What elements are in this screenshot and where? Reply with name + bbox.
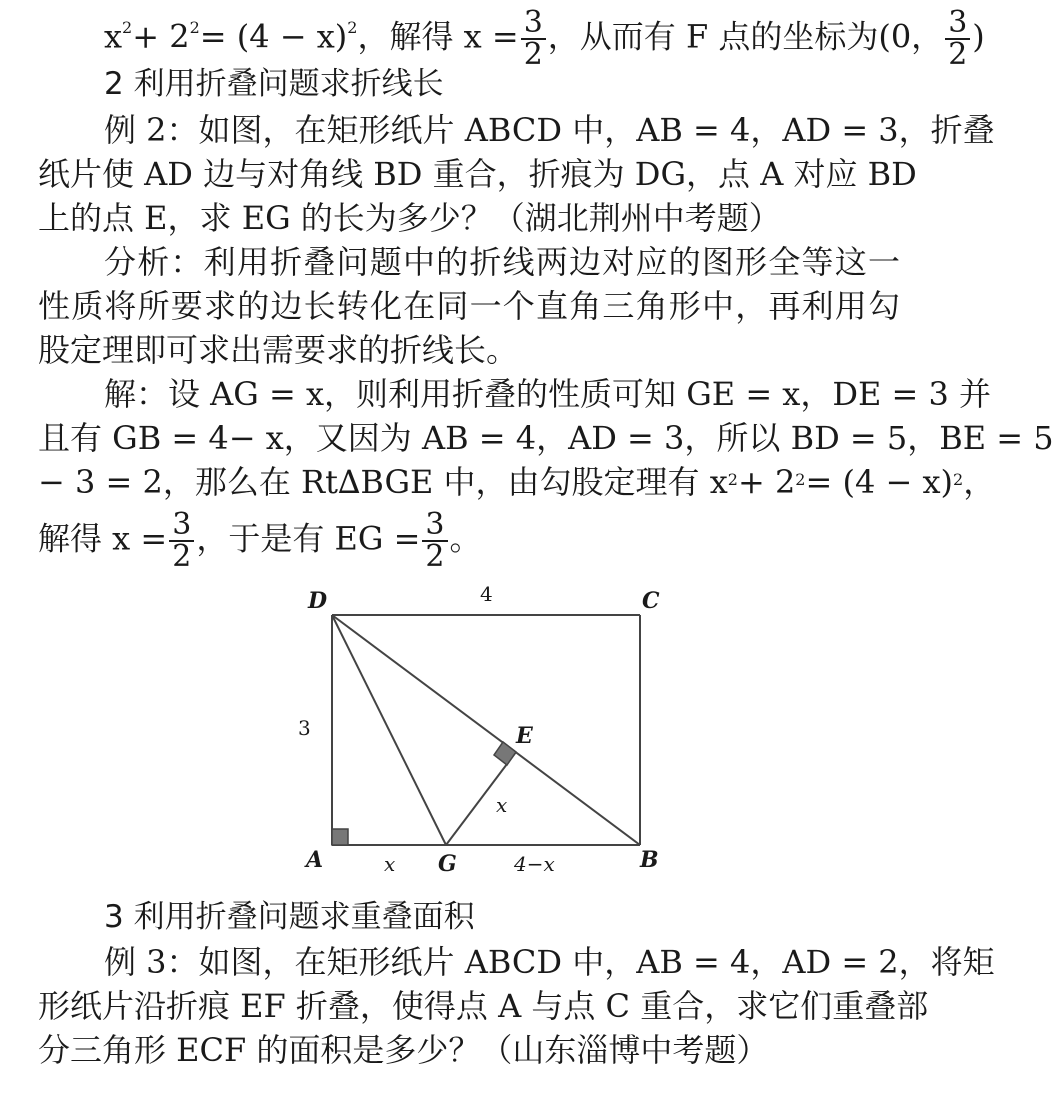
label-GB: 4−x: [514, 852, 555, 876]
paragraph-line: 纸片使 AD 边与对角线 BD 重合，折痕为 DG，点 A 对应 BD: [38, 155, 917, 193]
label-GE: x: [496, 793, 508, 817]
fraction: [945, 5, 970, 72]
label-E: E: [516, 723, 533, 749]
label-AG: x: [384, 852, 396, 876]
superscript: 2: [795, 470, 806, 489]
text-run: ): [972, 17, 985, 56]
superscript: 2: [727, 470, 738, 489]
equation-line: [104, 5, 985, 72]
label-side-DA: 3: [298, 716, 311, 740]
text-run: ，解得 x =: [357, 17, 519, 56]
text-run: 。: [449, 519, 482, 558]
paragraph-line: 上的点 E，求 EG 的长为多少？（湖北荆州中考题）: [38, 199, 781, 237]
paragraph-line: 形纸片沿折痕 EF 折叠，使得点 A 与点 C 重合，求它们重叠部: [38, 987, 929, 1025]
paragraph-line: 例 3：如图，在矩形纸片 ABCD 中，AB = 4，AD = 2，将矩: [104, 943, 995, 981]
fraction: [422, 507, 447, 574]
fraction-denominator: 2: [425, 539, 445, 574]
paragraph-line: 且有 GB = 4− x，又因为 AB = 4，AD = 3，所以 BD = 5，BE = 5: [38, 419, 1054, 457]
superscript: 2: [189, 18, 200, 37]
fraction: [521, 5, 546, 72]
text-run: + 2: [737, 463, 796, 501]
text-run: ，从而有 F 点的坐标为(0，: [547, 17, 944, 56]
superscript: 2: [347, 18, 358, 37]
label-C: C: [642, 588, 660, 614]
right-angle-marker-E: [494, 742, 516, 765]
section-heading-3: 3 利用折叠问题求重叠面积: [104, 899, 475, 935]
paragraph-line: 例 2：如图，在矩形纸片 ABCD 中，AB = 4，AD = 3，折叠: [104, 111, 995, 149]
fraction-numerator: 3: [422, 510, 447, 542]
text-run: 解得 x =: [38, 519, 168, 558]
text-run: = (4 − x): [199, 17, 348, 56]
label-B: B: [640, 847, 659, 873]
text-run: ，于是有 EG =: [196, 519, 421, 558]
label-A: A: [306, 847, 324, 873]
superscript: 2: [122, 18, 133, 37]
section-heading-2: 2 利用折叠问题求折线长: [104, 66, 444, 102]
fraction-numerator: 3: [169, 510, 194, 542]
text-run: = (4 − x): [805, 463, 953, 501]
superscript: 2: [953, 470, 964, 489]
fraction-denominator: 2: [172, 539, 192, 574]
text-run: x: [104, 17, 123, 56]
fraction-denominator: 2: [948, 37, 968, 72]
right-angle-marker-A: [332, 829, 348, 845]
geometry-figure: [290, 575, 670, 875]
fraction-numerator: 3: [521, 8, 546, 40]
paragraph-line: 股定理即可求出需要求的折线长。: [38, 331, 519, 369]
fraction-numerator: 3: [945, 8, 970, 40]
label-side-DC: 4: [480, 582, 493, 606]
paragraph-line: 分析：利用折叠问题中的折线两边对应的图形全等这一: [104, 243, 900, 281]
segment-DG: [332, 615, 446, 845]
label-D: D: [308, 588, 328, 614]
text-run: + 2: [132, 17, 190, 56]
paragraph-line: 分三角形 ECF 的面积是多少？（山东淄博中考题）: [38, 1031, 769, 1069]
text-run: − 3 = 2，那么在 Rt∆BGE 中，由勾股定理有 x: [38, 463, 728, 501]
text-run: ，: [963, 463, 996, 501]
paragraph-line: [38, 507, 900, 574]
label-G: G: [438, 851, 457, 877]
paragraph-line: 解：设 AG = x，则利用折叠的性质可知 GE = x，DE = 3 并: [104, 375, 992, 413]
segment-DB: [332, 615, 640, 845]
fraction: [169, 507, 194, 574]
fraction-denominator: 2: [523, 37, 543, 72]
paragraph-line: 性质将所要求的边长转化在同一个直角三角形中，再利用勾: [38, 287, 900, 325]
paragraph-line: [38, 460, 996, 504]
